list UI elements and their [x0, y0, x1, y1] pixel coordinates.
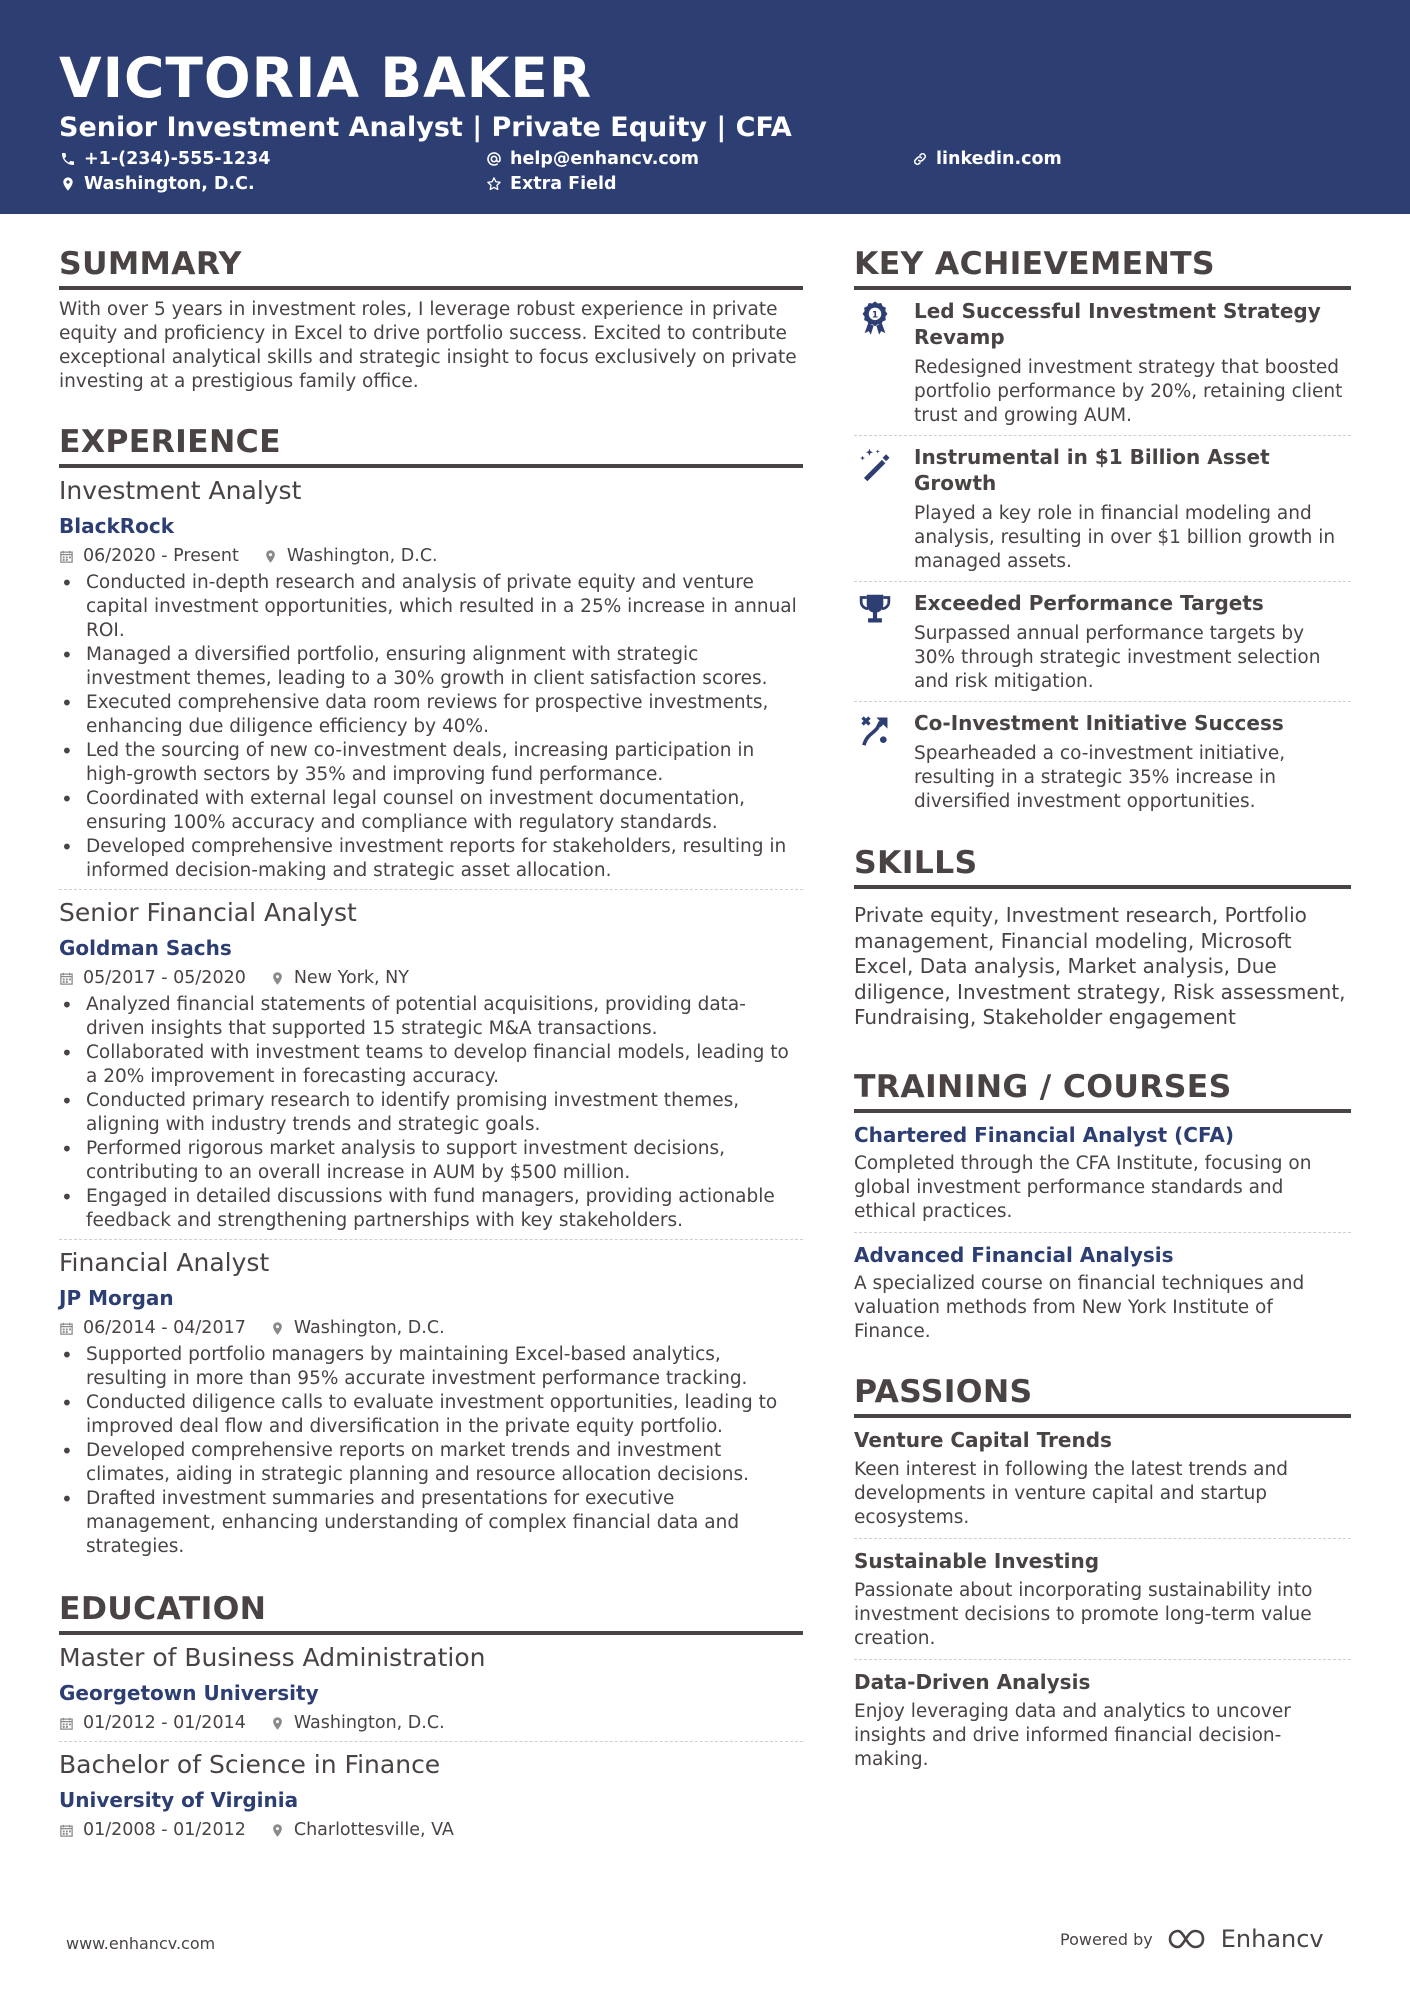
education-item [59, 1748, 803, 1848]
job-dates: 06/2014 - 04/2017 [83, 1318, 246, 1338]
bullet-item: • Collaborated with investment teams to develop financial models, leading to a 20% improvement in forecasting accuracy. [59, 1041, 803, 1089]
bullet-item: • Drafted investment summaries and presentations for executive management, enhancing understanding of complex financial data and strategies. [59, 1487, 803, 1559]
school-name: University of Virginia [59, 1788, 299, 1812]
job-dates: 05/2017 - 05/2020 [83, 968, 246, 988]
calendar-icon [59, 971, 74, 986]
achievement-body [914, 444, 1351, 574]
achievement-item [854, 436, 1351, 582]
job-title: Financial Analyst [59, 1248, 270, 1277]
passion-item [854, 1418, 1351, 1539]
bullet-item: • Managed a diversified portfolio, ensuring alignment with strategic investment themes, leading to a 30% growth in client satisfaction scores. [59, 643, 803, 691]
phone-icon [60, 151, 76, 167]
job-meta [59, 544, 803, 568]
company-name: Goldman Sachs [59, 936, 232, 960]
education-location: Charlottesville, VA [293, 1820, 454, 1840]
experience-section [59, 422, 803, 1565]
skills-section [854, 843, 1351, 1031]
section-title-achievements: KEY ACHIEVEMENTS [854, 244, 1351, 290]
contact-extra [486, 172, 617, 196]
course-title: Advanced Financial Analysis [854, 1242, 1174, 1267]
passion-description: Enjoy leveraging data and analytics to uncover insights and drive informed financial decision-making. [854, 1700, 1291, 1770]
map-pin-icon [270, 1716, 285, 1731]
achievement-description: Spearheaded a co-investment initiative, resulting in a strategic 35% increase in diversified investment opportunities. [914, 743, 1286, 812]
bullet-item: • Developed comprehensive reports on market trends and investment climates, aiding in strategic planning and resource allocation decisions. [59, 1439, 803, 1487]
company-name: JP Morgan [59, 1286, 174, 1310]
map-pin-icon [270, 971, 285, 986]
contact-website [912, 147, 1062, 171]
education-location: Washington, D.C. [293, 1713, 445, 1733]
candidate-headline: Senior Investment Analyst | Private Equity | CFA [59, 112, 792, 143]
achievement-title: Instrumental in $1 Billion Asset Growth [914, 445, 1270, 495]
bullet-item: • Supported portfolio managers by maintaining Excel-based analytics, resulting in more than 95% accurate investment performance tracking. [59, 1343, 803, 1391]
course-description: Completed through the CFA Institute, focusing on global investment performance standards and ethical practices. [854, 1152, 1312, 1222]
passion-description: Passionate about incorporating sustainability into investment decisions to promote long-term value creation. [854, 1579, 1313, 1649]
passion-title: Sustainable Investing [854, 1548, 1100, 1573]
section-title-summary: SUMMARY [59, 244, 803, 290]
achievement-title: Exceeded Performance Targets [914, 591, 1264, 615]
powered-by-text: Powered by [1060, 1929, 1153, 1949]
location-text: Washington, D.C. [84, 174, 255, 194]
bullet-item: • Conducted diligence calls to evaluate investment opportunities, leading to improved deal flow and diversification in the private equity portfolio. [59, 1391, 803, 1439]
job-title: Investment Analyst [59, 476, 302, 505]
job-title: Senior Financial Analyst [59, 898, 357, 927]
map-pin-icon [270, 1823, 285, 1838]
achievement-title: Led Successful Investment Strategy Revamp [914, 299, 1321, 349]
education-meta [59, 1818, 803, 1842]
calendar-icon [59, 1321, 74, 1336]
job-location: Washington, D.C. [286, 546, 438, 566]
map-pin-icon [60, 176, 76, 192]
achievement-description: Redesigned investment strategy that boosted portfolio performance by 20%, retaining client trust and growing AUM. [914, 357, 1343, 426]
education-dates: 01/2008 - 01/2012 [83, 1820, 246, 1840]
achievement-item [854, 702, 1351, 821]
contact-phone [60, 147, 270, 171]
job-location: New York, NY [293, 968, 409, 988]
calendar-icon [59, 1823, 74, 1838]
footer-branding [1060, 1925, 1324, 1953]
section-title-training: TRAINING / COURSES [854, 1067, 1351, 1113]
job-dates: 06/2020 - Present [83, 546, 239, 566]
education-section [59, 1589, 803, 1848]
school-name: Georgetown University [59, 1681, 319, 1705]
achievement-body [914, 298, 1351, 428]
magic-wand-icon [854, 444, 914, 574]
section-title-experience: EXPERIENCE [59, 422, 803, 468]
enhancv-logo-icon [1167, 1926, 1215, 1952]
contact-email [486, 147, 699, 171]
passion-title: Data-Driven Analysis [854, 1669, 1091, 1694]
experience-item [59, 896, 803, 1240]
achievement-description: Played a key role in financial modeling and analysis, resulting in over $1 billion growth in managed assets. [914, 503, 1336, 572]
experience-item [59, 474, 803, 890]
job-bullets [59, 571, 803, 883]
left-column [59, 244, 803, 1848]
bullet-item: • Analyzed financial statements of potential acquisitions, providing data-driven insights that supported 15 strategic M&A transactions. [59, 993, 803, 1041]
achievement-body [914, 590, 1351, 694]
achievement-body [914, 710, 1351, 814]
link-icon [912, 151, 928, 167]
passion-item [854, 1660, 1351, 1780]
footer-website[interactable]: www.enhancv.com [66, 1934, 216, 1953]
achievement-description: Surpassed annual performance targets by 30% through strategic investment selection and risk mitigation. [914, 623, 1321, 692]
course-item [854, 1233, 1351, 1352]
degree-title: Master of Business Administration [59, 1643, 486, 1672]
section-title-skills: SKILLS [854, 843, 1351, 889]
bullet-item: • Engaged in detailed discussions with fund managers, providing actionable feedback and strengthening partnerships with key stakeholders. [59, 1185, 803, 1233]
degree-title: Bachelor of Science in Finance [59, 1750, 441, 1779]
summary-section [59, 244, 803, 394]
map-pin-icon [263, 549, 278, 564]
passion-title: Venture Capital Trends [854, 1427, 1112, 1452]
trophy-icon [854, 590, 914, 694]
bullet-item: • Conducted primary research to identify promising investment themes, aligning with industry trends and strategic goals. [59, 1089, 803, 1137]
strategy-arrow-icon [854, 710, 914, 814]
job-meta [59, 966, 803, 990]
brand-logo[interactable] [1167, 1925, 1324, 1953]
training-section [854, 1067, 1351, 1352]
email-text[interactable]: help@enhancv.com [510, 149, 700, 169]
course-title: Chartered Financial Analyst (CFA) [854, 1122, 1234, 1147]
passion-description: Keen interest in following the latest trends and developments in venture capital and startup ecosystems. [854, 1458, 1288, 1528]
achievements-section [854, 244, 1351, 821]
passion-item [854, 1539, 1351, 1660]
bullet-item: • Conducted in-depth research and analysis of private equity and venture capital investment opportunities, which resulted in a 25% increase in annual ROI. [59, 571, 803, 643]
brand-name: Enhancv [1220, 1925, 1324, 1953]
map-pin-icon [270, 1321, 285, 1336]
right-column [854, 244, 1351, 1780]
bullet-item: • Developed comprehensive investment reports for stakeholders, resulting in informed decision-making and strategic asset allocation. [59, 835, 803, 883]
at-sign-icon [486, 151, 502, 167]
course-item [854, 1113, 1351, 1233]
svg-text:1: 1 [871, 310, 879, 321]
candidate-name: VICTORIA BAKER [59, 46, 593, 110]
resume-header [0, 0, 1410, 214]
section-title-education: EDUCATION [59, 1589, 803, 1635]
bullet-item: • Led the sourcing of new co-investment deals, increasing participation in high-growth sectors by 35% and improving fund performance. [59, 739, 803, 787]
course-description: A specialized course on financial techniques and valuation methods from New York Institute of Finance. [854, 1272, 1305, 1342]
phone-text[interactable]: +1-(234)-555-1234 [84, 149, 271, 169]
achievement-title: Co-Investment Initiative Success [914, 711, 1284, 735]
bullet-item: • Coordinated with external legal counsel on investment documentation, ensuring 100% accuracy and compliance with regulatory standards. [59, 787, 803, 835]
bullet-item: • Performed rigorous market analysis to support investment decisions, contributing to an overall increase in AUM by $500 million. [59, 1137, 803, 1185]
education-item [59, 1641, 803, 1742]
skills-text: Private equity, Investment research, Portfolio management, Financial modeling, Microsoft Excel, Data analysis, Market analysis, Due diligence, Investment strategy, Risk assessment, Fundraising, Stakeholder engagement [854, 903, 1346, 1029]
job-meta [59, 1316, 803, 1340]
extra-field-text: Extra Field [510, 174, 617, 194]
job-bullets [59, 993, 803, 1233]
experience-item [59, 1246, 803, 1565]
summary-text: With over 5 years in investment roles, I leverage robust experience in private equity and proficiency in Excel to drive portfolio success. Excited to contribute exceptional analytical skills and strategic insight to focus exclusively on private investing at a prestigious family office. [59, 299, 797, 392]
website-text[interactable]: linkedin.com [936, 149, 1062, 169]
education-dates: 01/2012 - 01/2014 [83, 1713, 246, 1733]
job-location: Washington, D.C. [293, 1318, 445, 1338]
job-bullets [59, 1343, 803, 1559]
award-ribbon-icon [854, 298, 914, 428]
company-name: BlackRock [59, 514, 175, 538]
calendar-icon [59, 1716, 74, 1731]
achievement-item [854, 290, 1351, 436]
calendar-icon [59, 549, 74, 564]
education-meta [59, 1711, 803, 1735]
passions-section [854, 1372, 1351, 1780]
section-title-passions: PASSIONS [854, 1372, 1351, 1418]
star-icon [486, 176, 502, 192]
bullet-item: • Executed comprehensive data room reviews for prospective investments, enhancing due diligence efficiency by 40%. [59, 691, 803, 739]
contact-location [60, 172, 255, 196]
achievement-item [854, 582, 1351, 702]
